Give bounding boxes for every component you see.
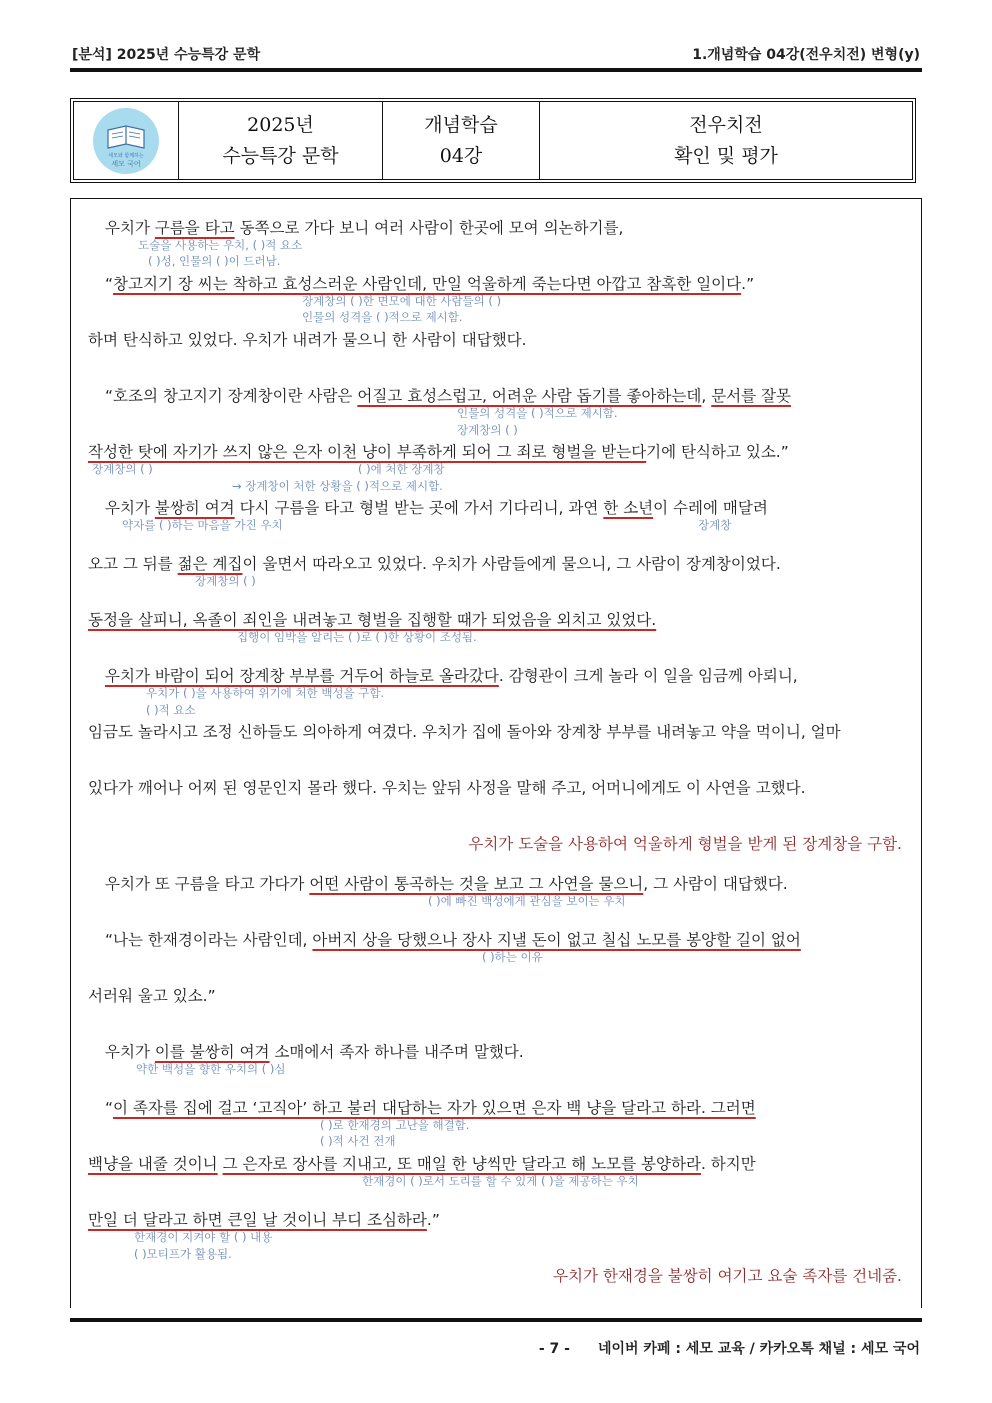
annotation: 장계창의 ( )한 면모에 대한 사람들의 ( ) — [302, 294, 502, 308]
annotation: 한재경이 ( )로서 도리를 할 수 있게 ( )을 제공하는 우치 — [362, 1174, 639, 1188]
annotation: ( )로 한재경의 고난을 해결함. — [320, 1118, 470, 1132]
passage-line: 서러워 울고 있소.” — [88, 987, 216, 1005]
passage-line: 백냥을 내줄 것이니 그 은자로 장사를 지내고, 또 매일 한 냥씩만 달라고 해 노모를 봉양하라. 하지만 — [88, 1155, 756, 1173]
logo-cell — [74, 102, 179, 179]
annotation: → 장계창이 처한 상황을 ( )적으로 제시함. — [232, 479, 443, 493]
annotation: 약한 백성을 향한 우치의 ( )심 — [136, 1062, 286, 1076]
annotation: 인물의 성격을 ( )적으로 제시함. — [302, 310, 463, 324]
passage-line: 동정을 살피니, 옥졸이 죄인을 내려놓고 형벌을 집행할 때가 되었음을 외치고 있었다. — [88, 611, 657, 629]
passage-line: “호조의 창고지기 장계창이란 사람은 어질고 효성스럽고, 어려운 사람 돕기를 좋아하는데, 문서를 잘못 — [105, 387, 791, 405]
annotation: 장계창 — [698, 518, 732, 532]
annotation: ( )하는 이유 — [482, 950, 543, 964]
title-year-cell — [179, 102, 383, 179]
annotation: 도술을 사용하는 우치, ( )적 요소 — [138, 238, 303, 252]
passage-line: 우치가 바람이 되어 장계창 부부를 거두어 하늘로 올라갔다. 감형관이 크게 놀라 이 일을 임금께 아뢰니, — [105, 667, 798, 685]
title-book: 수능특강 문학 — [222, 144, 339, 167]
passage-line: 우치가 이를 불쌍히 여겨 소매에서 족자 하나를 내주며 말했다. — [105, 1043, 524, 1061]
annotation: ( )적 사건 전개 — [320, 1134, 396, 1148]
passage-line: 만일 더 달라고 하면 큰일 날 것이니 부디 조심하라.” — [88, 1211, 440, 1229]
annotation: 약자를 ( )하는 마음을 가진 우치 — [122, 518, 283, 532]
title-work-cell — [540, 102, 912, 179]
annotation: ( )모티프가 활용됨. — [134, 1247, 232, 1261]
passage-box — [70, 198, 922, 1308]
annotation: ( )성, 인물의 ( )이 드러남. — [148, 254, 281, 268]
annotation: ( )에 처한 장계창 — [358, 462, 445, 476]
footer — [539, 1338, 920, 1358]
annotation: 인물의 성격을 ( )적으로 제시함. — [457, 406, 618, 420]
footer-channel: 네이버 카페 : 세모 교육 / 카카오톡 채널 : 세모 국어 — [597, 1341, 920, 1357]
annotation: 장계창의 ( ) — [457, 423, 518, 437]
summary-line: 우치가 한재경을 불쌍히 여기고 요술 족자를 건네줌. — [553, 1267, 902, 1285]
passage-line: “이 족자를 집에 걸고 ‘고직아’ 하고 불러 대답하는 자가 있으면 은자 백 냥을 달라고 하라. 그러면 — [105, 1099, 756, 1117]
annotation: 집행이 임박을 알리는 ( )로 ( )한 상황이 조성됨. — [237, 630, 477, 644]
svg-text:세모와 함께하는: 세모와 함께하는 — [108, 152, 144, 159]
summary-line: 우치가 도술을 사용하여 억울하게 형벌을 받게 된 장계창을 구함. — [468, 835, 902, 853]
passage-line: “나는 한재경이라는 사람인데, 아버지 상을 당했으나 장사 지낼 돈이 없고 칠십 노모를 봉양할 길이 없어 — [105, 931, 801, 949]
title-table — [70, 98, 916, 183]
title-work: 전우치전 — [689, 113, 763, 136]
title-year: 2025년 — [247, 113, 314, 136]
annotation: 장계창의 ( ) — [195, 574, 256, 588]
passage-line: 있다가 깨어나 어찌 된 영문인지 몰라 했다. 우치는 앞뒤 사정을 말해 주고, 어머니에게도 이 사연을 고했다. — [88, 779, 806, 797]
passage-line: 작성한 탓에 자기가 쓰지 않은 은자 이천 냥이 부족하게 되어 그 죄로 형벌을 받는다기에 탄식하고 있소.” — [88, 443, 789, 461]
title-concept: 개념학습 — [424, 113, 498, 136]
header-right: 1.개념학습 04강(전우치전) 변형(y) — [692, 47, 920, 63]
title-lesson-cell — [383, 102, 540, 179]
passage-line: 임금도 놀라시고 조정 신하들도 의아하게 여겼다. 우치가 집에 돌아와 장계창 부부를 내려놓고 약을 먹이니, 얼마 — [88, 723, 841, 741]
header-left: [분석] 2025년 수능특강 문학 — [72, 47, 261, 63]
annotation: ( )에 빠진 백성에게 관심을 보이는 우치 — [428, 894, 626, 908]
passage-line: 하며 탄식하고 있었다. 우치가 내려가 물으니 한 사람이 대답했다. — [88, 331, 527, 349]
header-rule — [70, 68, 922, 72]
svg-text:세모 국어: 세모 국어 — [111, 159, 141, 168]
footer-rule — [70, 1318, 922, 1322]
title-type: 확인 및 평가 — [674, 144, 778, 167]
passage-line: “창고지기 장 씨는 착하고 효성스러운 사람인데, 만일 억울하게 죽는다면 아깝고 참혹한 일이다.” — [105, 275, 755, 293]
passage-line: 우치가 구름을 타고 동쪽으로 가다 보니 여러 사람이 한곳에 모여 의논하기를, — [105, 219, 624, 237]
title-lesson-no: 04강 — [439, 144, 483, 167]
annotation: 장계창의 ( ) — [92, 462, 153, 476]
annotation: 한재경이 지켜야 할 ( ) 내용 — [134, 1230, 273, 1244]
passage-line: 우치가 또 구름을 타고 가다가 어떤 사람이 통곡하는 것을 보고 그 사연을 물으니, 그 사람이 대답했다. — [105, 875, 788, 893]
passage-line: 오고 그 뒤를 젊은 계집이 울면서 따라오고 있었다. 우치가 사람들에게 물으니, 그 사람이 장계창이었다. — [88, 555, 781, 573]
passage-line: 우치가 불쌍히 여겨 다시 구름을 타고 형벌 받는 곳에 가서 기다리니, 과연 한 소년이 수레에 매달려 — [105, 499, 768, 517]
annotation: ( )적 요소 — [146, 703, 196, 717]
book-logo-icon — [88, 106, 164, 176]
page-number: - 7 - — [538, 1341, 570, 1357]
annotation: 우치가 ( )을 사용하여 위기에 처한 백성을 구함. — [146, 686, 385, 700]
